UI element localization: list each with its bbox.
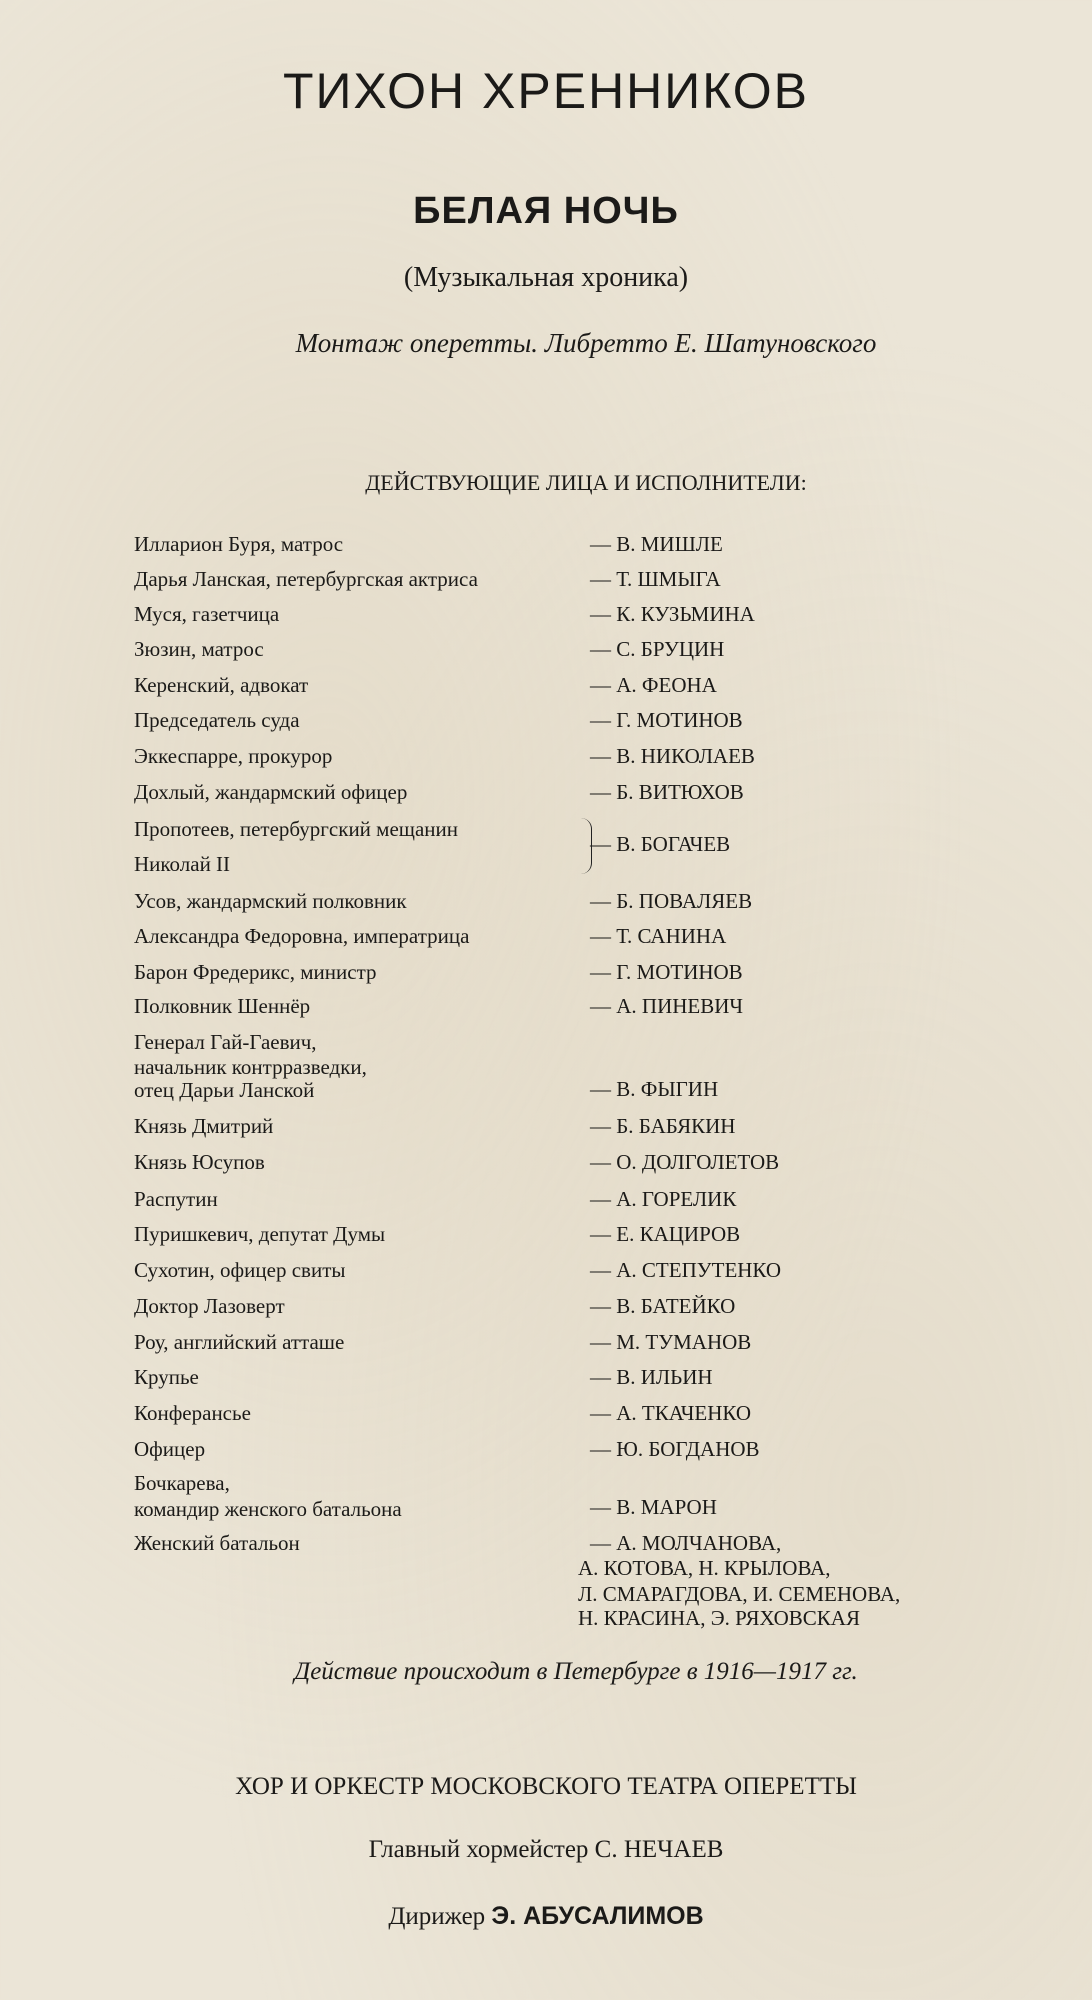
- role-name: Женский батальон: [134, 1531, 300, 1555]
- conductor-name: Э. АБУСАЛИМОВ: [491, 1902, 704, 1930]
- actor-name: — В. ФЫГИН: [590, 1077, 719, 1101]
- role-name: Александра Федоровна, императрица: [134, 924, 470, 948]
- actor-name: — Ю. БОГДАНОВ: [590, 1437, 760, 1461]
- role-name: Барон Фредерикс, министр: [134, 960, 377, 984]
- actor-name: — В. БАТЕЙКО: [590, 1294, 736, 1318]
- actor-name: — Г. МОТИНОВ: [590, 708, 743, 732]
- actor-name: — Б. БАБЯКИН: [590, 1114, 736, 1138]
- brace: [581, 818, 592, 874]
- actor-name: — А. ПИНЕВИЧ: [590, 994, 744, 1018]
- actor-name: — О. ДОЛГОЛЕТОВ: [590, 1150, 780, 1174]
- role-name: Конферансье: [134, 1401, 251, 1425]
- role-name: Зюзин, матрос: [134, 637, 264, 661]
- role-name: Председатель суда: [134, 708, 300, 732]
- actor-name: — Б. ПОВАЛЯЕВ: [590, 889, 753, 913]
- actor-name: — А. МОЛЧАНОВА,: [590, 1531, 782, 1555]
- role-name: Генерал Гай-Гаевич,: [134, 1030, 317, 1054]
- role-name: Эккеспарре, прокурор: [134, 744, 333, 768]
- role-name: Дарья Ланская, петербургская актриса: [134, 567, 478, 591]
- role-name: Сухотин, офицер свиты: [134, 1258, 346, 1282]
- actor-name: — Т. ШМЫГА: [590, 567, 721, 591]
- role-name: начальник контрразведки,: [134, 1055, 367, 1079]
- libretto-credit: Монтаж оперетты. Либретто Е. Шатуновского: [295, 328, 877, 358]
- role-name: Илларион Буря, матрос: [134, 532, 344, 556]
- role-name: командир женского батальона: [134, 1497, 402, 1521]
- actor-name: — К. КУЗЬМИНА: [590, 602, 755, 626]
- actor-name: — А. ГОРЕЛИК: [590, 1187, 737, 1211]
- role-name: Муся, газетчица: [134, 602, 280, 626]
- role-name: Князь Дмитрий: [134, 1114, 274, 1138]
- actor-name: — В. МАРОН: [590, 1495, 717, 1519]
- actor-name: — А. ТКАЧЕНКО: [590, 1401, 752, 1425]
- work-title: БЕЛАЯ НОЧЬ: [413, 190, 679, 232]
- actor-name: — С. БРУЦИН: [590, 637, 725, 661]
- conductor-credit: [0, 1902, 1092, 1931]
- role-name: Бочкарева,: [134, 1471, 230, 1495]
- actor-name: — Е. КАЦИРОВ: [590, 1222, 741, 1246]
- role-name: Крупье: [134, 1365, 199, 1389]
- role-name: Роу, английский атташе: [134, 1330, 345, 1354]
- actor-name: — В. НИКОЛАЕВ: [590, 744, 755, 768]
- actor-name: — В. ИЛЬИН: [590, 1365, 713, 1389]
- genre-subtitle: (Музыкальная хроника): [403, 262, 689, 293]
- ensemble-credit: ХОР И ОРКЕСТР МОСКОВСКОГО ТЕАТРА ОПЕРЕТТЫ: [235, 1773, 857, 1800]
- actor-name: — Т. САНИНА: [590, 924, 727, 948]
- role-name: Пуришкевич, депутат Думы: [134, 1222, 386, 1246]
- role-name: Усов, жандармский полковник: [134, 889, 407, 913]
- actor-name: — М. ТУМАНОВ: [590, 1330, 752, 1354]
- role-name: Распутин: [134, 1187, 218, 1211]
- conductor-label: Дирижер: [388, 1903, 486, 1930]
- actor-name: — В. МИШЛЕ: [590, 532, 723, 556]
- role-name: Николай II: [134, 852, 231, 876]
- role-name: отец Дарьи Ланской: [134, 1078, 315, 1102]
- chorus-master-credit: Главный хормейстер С. НЕЧАЕВ: [368, 1836, 724, 1863]
- role-name: Дохлый, жандармский офицер: [134, 780, 408, 804]
- setting-note: Действие происходит в Петербурге в 1916—1917 гг.: [294, 1658, 858, 1685]
- role-name: Офицер: [134, 1437, 206, 1461]
- actor-name: — Б. ВИТЮХОВ: [590, 780, 744, 804]
- actor-name: Л. СМАРАГДОВА, И. СЕМЕНОВА,: [578, 1582, 901, 1606]
- role-name: Доктор Лазоверт: [134, 1294, 285, 1318]
- cast-heading: ДЕЙСТВУЮЩИЕ ЛИЦА И ИСПОЛНИТЕЛИ:: [365, 470, 807, 495]
- actor-name: — А. ФЕОНА: [590, 673, 717, 697]
- actor-name: — А. СТЕПУТЕНКО: [590, 1258, 782, 1282]
- role-name: Князь Юсупов: [134, 1150, 265, 1174]
- role-name: Пропотеев, петербургский мещанин: [134, 817, 458, 841]
- actor-name: — Г. МОТИНОВ: [590, 960, 743, 984]
- actor-name: А. КОТОВА, Н. КРЫЛОВА,: [578, 1556, 831, 1580]
- role-name: Керенский, адвокат: [134, 673, 309, 697]
- composer-name: ТИХОН ХРЕННИКОВ: [282, 63, 810, 119]
- role-name: Полковник Шеннёр: [134, 994, 311, 1018]
- actor-name: — В. БОГАЧЕВ: [590, 832, 731, 856]
- actor-name: Н. КРАСИНА, Э. РЯХОВСКАЯ: [578, 1606, 860, 1630]
